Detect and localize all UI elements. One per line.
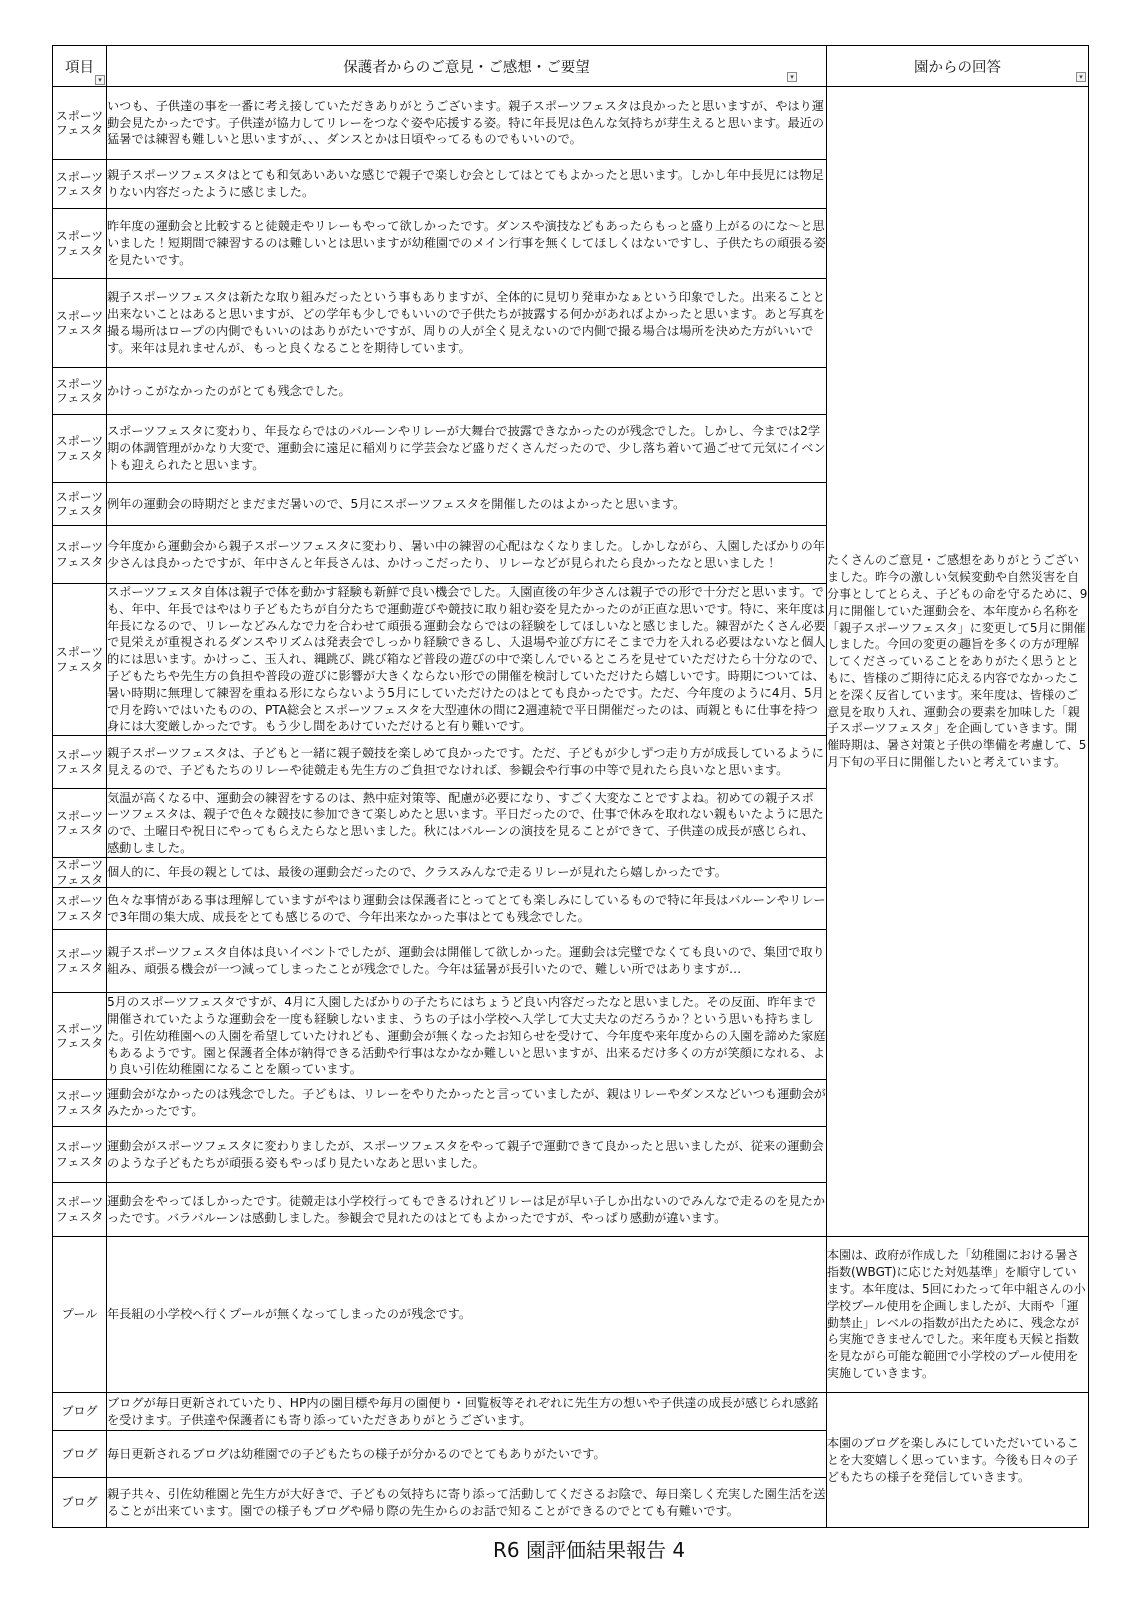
opinion-cell: 親子スポーツフェスタは新たな取り組みだったという事もありますが、全体的に見切り発車かなぁという印象でした。出来ることと出来ないことはあると思いますが、どの学年も少しでもいいので子供たちが披露する何かがあればよかったと思います。あと写真を撮る場所はロープの内側でもいいのはありがたいですが、周りの人が全く見えないので内側で撮る場合は場所を決めた方がいいです。来年は見れませんが、もっと良くなることを期待しています。 [107,279,827,368]
item-cell: スポーツフェスタ [53,1080,107,1127]
opinion-cell: 毎日更新されるブログは幼稚園での子どもたちの様子が分かるのでとてもありがたいです。 [107,1431,827,1478]
table-row [53,87,1089,160]
item-cell: スポーツフェスタ [53,993,107,1080]
item-cell: スポーツフェスタ [53,858,107,888]
opinion-cell: 色々な事情がある事は理解していますがやはり運動会は保護者にとってとても楽しみにしているもので特に年長はバルーンやリレーで3年間の集大成、成長をとても感じるので、今年出来なかった事はとても残念でした。 [107,888,827,930]
opinion-cell: 気温が高くなる中、運動会の練習をするのは、熱中症対策等、配慮が必要になり、すごく大変なことですよね。初めての親子スポーツフェスタは、親子で色々な競技に参加できて楽しめたと思います。平日だったので、仕事で休みを取れない親もいたように思たので、土曜日や祝日にやってもらえたらなと思いました。秋にはバルーンの演技を見ることができて、子供達の成長が感じられ、感動しました。 [107,789,827,858]
answer-cell-pool: 本園は、政府が作成した「幼稚園における暑さ指数(WBGT)に応じた対処基準」を順守しています。本年度は、5回にわたって年中組さんの小学校プール使用を企画しましたが、大雨や「運動禁止」レベルの指数が出たために、残念ながら実施できませんでした。来年度も天候と指数を見ながら可能な範囲で小学校のプール使用を実施していきます。 [827,1237,1089,1393]
opinion-cell: 運動会をやってほしかったです。徒競走は小学校行ってもできるけれどリレーは足が早い子しか出ないのでみんなで走るのを見たかったです。バラバルーンは感動しました。参観会で見れたのはとてもよかったですが、やっぱり感動が違います。 [107,1183,827,1237]
item-cell: プール [53,1237,107,1393]
item-cell: スポーツフェスタ [53,1183,107,1237]
opinion-cell: かけっこがなかったのがとても残念でした。 [107,368,827,415]
answer-cell-sports-festa: たくさんのご意見・ご感想をありがとうございました。昨今の激しい気候変動や自然災害を自分事としてとらえ、子どもの命を守るために、9月に開催していた運動会を、本年度から名称を「親子スポーツフェスタ」に変更して5月に開催しました。今回の変更の趣旨を多くの方が理解してくださっていることをありがたく思うとともに、皆様のご期待に応える内容でなかったことを深く反省しています。来年度は、皆様のご意見を取り入れ、運動会の要素を加味した「親子スポーツフェスタ」を企画していきます。開催時期は、暑さ対策と子供の準備を考慮して、5月下旬の平日に開催したいと考えています。 [827,87,1089,1237]
item-cell: スポーツフェスタ [53,930,107,993]
opinion-cell: スポーツフェスタ自体は親子で体を動かす経験も新鮮で良い機会でした。入園直後の年少さんは親子での形で十分だと思います。でも、年中、年長ではやはり子どもたちが自分たちで運動遊びや競技に取り組む姿を見たかったのが正直な思いです。特に、来年度は年長になるので、リレーなどみんなで力を合わせて頑張る運動会ならではの経験をしてほしいなと感じました。練習がたくさん必要で見栄えが重視されるダンスやリズムは発表会でしっかり経験できるし、入退場や並び方にそこまで力を入れる必要はないなと個人的には思います。かけっこ、玉入れ、縄跳び、跳び箱など普段の遊びの中で楽しんでいるところを見せていただけたら十分なので、子どもたちや先生方の負担や普段の遊びに影響が大きくならない形での開催を検討していただけたら嬉しいです。時期については、暑い時期に無理して練習を重ねる形にならないよう5月にしていただけたのはとても良かったです。ただ、今年度のように4月、5月で月を跨いではいたものの、PTA総会とスポーツフェスタを大型連休の間に2週連続で平日開催だったのは、両親ともに仕事を持つ身には大変厳しかったです。もう少し間をあけていただけると有り難いです。 [107,584,827,736]
filter-dropdown-icon: ▾ [1076,72,1086,82]
item-cell: スポーツフェスタ [53,789,107,858]
header-row [53,46,1089,87]
item-cell: スポーツフェスタ [53,1127,107,1183]
header-item [53,46,107,87]
answer-cell-blog: 本園のブログを楽しみにしていただいていることを大変嬉しく思っています。今後も日々の子どもたちの様子を発信していきます。 [827,1393,1089,1528]
page-footer-title: R6 園評価結果報告 4 [493,1538,686,1562]
item-cell: ブログ [53,1431,107,1478]
opinion-cell: 親子共々、引佐幼稚園と先生方が大好きで、子どもの気持ちに寄り添って活動してくださるお陰で、毎日楽しく充実した園生活を送ることが出来ています。園での様子もブログや帰り際の先生からのお話で知ることができるのでとても有難いです。 [107,1478,827,1528]
header-answer-label: 園からの回答 [914,59,1001,76]
opinion-cell: ブログが毎日更新されていたり、HP内の園目標や毎月の園便り・回覧板等それぞれに先生方の想いや子供達の成長が感じられ感銘を受けます。子供達や保護者にも寄り添っていただきありがとうございます。 [107,1393,827,1431]
opinion-cell: 昨年度の運動会と比較すると徒競走やリレーもやって欲しかったです。ダンスや演技などもあったらもっと盛り上がるのにな～と思いました！短期間で練習するのは難しいとは思いますが幼稚園でのメイン行事を無くしてほしくはないですし、子供たちの頑張る姿を見たいです。 [107,209,827,279]
item-cell: スポーツフェスタ [53,415,107,483]
opinion-cell: いつも、子供達の事を一番に考え接していただきありがとうございます。親子スポーツフェスタは良かったと思いますが、やはり運動会見たかったです。子供達が協力してリレーをつなぐ姿や応援する姿。特に年長児は色んな気持ちが芽生えると思います。最近の猛暑では練習も難しいと思いますが、、、ダンスとかは日頃やってるものでもいいので。 [107,87,827,160]
opinion-cell: 例年の運動会の時期だとまだまだ暑いので、5月にスポーツフェスタを開催したのはよかったと思います。 [107,483,827,526]
opinion-cell: 年長組の小学校へ行くプールが無くなってしまったのが残念です。 [107,1237,827,1393]
table-row [53,1237,1089,1393]
opinion-cell: 親子スポーツフェスタは、子どもと一緒に親子競技を楽しめて良かったです。ただ、子どもが少しずつ走り方が成長しているように見えるので、子どもたちのリレーや徒競走も先生方のご負担でなければ、参観会や行事の中等で見れたら良いなと思います。 [107,736,827,789]
header-opinion [107,46,827,87]
header-opinion-label: 保護者からのご意見・ご感想・ご要望 [343,59,590,76]
table-row [53,1393,1089,1431]
item-cell: スポーツフェスタ [53,888,107,930]
item-cell: スポーツフェスタ [53,160,107,209]
header-item-label: 項目 [65,59,94,76]
header-answer [827,46,1089,87]
item-cell: スポーツフェスタ [53,279,107,368]
opinion-cell: 親子スポーツフェスタはとても和気あいあいな感じで親子で楽しむ会としてはとてもよかったと思います。しかし年中長児には物足りない内容だったように感じました。 [107,160,827,209]
opinion-cell: スポーツフェスタに変わり、年長ならではのバルーンやリレーが大舞台で披露できなかったのが残念でした。しかし、今までは2学期の体調管理がかなり大変で、運動会に遠足に稲刈りに学芸会など盛りだくさんだったので、少し落ち着いて過ごせて元気にイベントも迎えられたと思います。 [107,415,827,483]
filter-dropdown-icon: ▾ [95,75,105,85]
opinion-cell: 個人的に、年長の親としては、最後の運動会だったので、クラスみんなで走るリレーが見れたら嬉しかったです。 [107,858,827,888]
item-cell: スポーツフェスタ [53,736,107,789]
item-cell: スポーツフェスタ [53,526,107,584]
item-cell: スポーツフェスタ [53,87,107,160]
item-cell: スポーツフェスタ [53,209,107,279]
opinion-cell: 今年度から運動会から親子スポーツフェスタに変わり、暑い中の練習の心配はなくなりました。しかしながら、入園したばかりの年少さんは良かったですが、年中さんと年長さんは、かけっこだったり、リレーなどが見られたら良かったなと思いました！ [107,526,827,584]
item-cell: スポーツフェスタ [53,584,107,736]
opinion-cell: 運動会がなかったのは残念でした。子どもは、リレーをやりたかったと言っていましたが、親はリレーやダンスなどいつも運動会がみたかったです。 [107,1080,827,1127]
filter-dropdown-icon: ▾ [787,72,797,82]
item-cell: スポーツフェスタ [53,368,107,415]
item-cell: ブログ [53,1478,107,1528]
opinion-cell: 5月のスポーツフェスタですが、4月に入園したばかりの子たちにはちょうど良い内容だったなと思いました。その反面、昨年まで開催されていたような運動会を一度も経験しないまま、うちの子は小学校へ入学して大丈夫なのだろうか？という思いも持ちました。引佐幼稚園への入園を希望していたけれども、運動会が無くなったお知らせを受けて、今年度や来年度からの入園を諦めた家庭もあるようです。園と保護者全体が納得できる活動や行事はなかなか難しいと思いますが、出来るだけ多くの方が笑顔になれる、より良い引佐幼稚園になることを願っています。 [107,993,827,1080]
item-cell: スポーツフェスタ [53,483,107,526]
opinion-cell: 親子スポーツフェスタ自体は良いイベントでしたが、運動会は開催して欲しかった。運動会は完璧でなくても良いので、集団で取り組み、頑張る機会が一つ減ってしまったことが残念でした。今年は猛暑が長引いたので、難しい所ではありますが… [107,930,827,993]
item-cell: ブログ [53,1393,107,1431]
opinion-cell: 運動会がスポーツフェスタに変わりましたが、スポーツフェスタをやって親子で運動できて良かったと思いましたが、従来の運動会のような子どもたちが頑張る姿もやっぱり見たいなあと思いました。 [107,1127,827,1183]
evaluation-table [52,45,1089,1528]
